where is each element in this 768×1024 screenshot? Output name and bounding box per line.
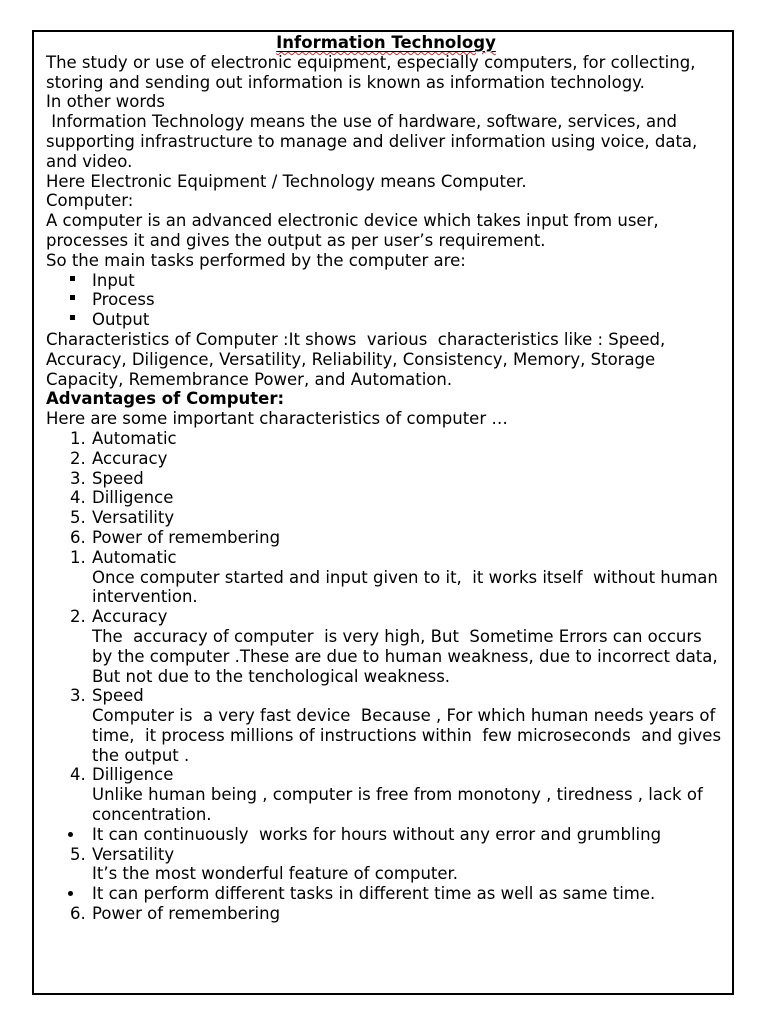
square-bullet-icon	[70, 271, 92, 291]
detail-heading: 5. Versatility	[70, 844, 175, 864]
detail-text: Computer is a very fast device Because , For which human needs years of time, it process millions of instructions within few microseconds and gives the output .	[92, 706, 727, 765]
it-definition: Information Technology means the use of hardware, software, services, and supporting infrastructure to manage and deliver information using voice, data, and video.	[46, 112, 703, 171]
detail-heading: 2. Accuracy	[70, 607, 168, 627]
task-item: Input	[46, 271, 726, 291]
electronic-equipment-line: Here Electronic Equipment / Technology means Computer.	[46, 171, 527, 191]
in-other-words: In other words	[46, 92, 165, 112]
intro-paragraph: The study or use of electronic equipment, especially computers, for collecting, storing and sending out information is known as information technology.	[46, 52, 696, 92]
advantage-item: 3. Speed	[70, 468, 144, 488]
advantage-item: 5. Versatility	[70, 508, 175, 528]
advantage-item: 4. Dilligence	[70, 488, 174, 508]
detail-text: It’s the most wonderful feature of computer.	[92, 864, 459, 884]
advantage-item: 2. Accuracy	[70, 448, 168, 468]
detail-text: Unlike human being , computer is free from monotony , tiredness , lack of concentration.	[92, 785, 709, 825]
square-bullet-icon	[70, 290, 92, 310]
document-title: Information Technology	[276, 33, 496, 52]
advantage-item: 6. Power of remembering	[70, 527, 281, 547]
round-bullet-icon	[68, 825, 90, 845]
task-item: Output	[46, 310, 726, 330]
detail-heading: 1. Automatic	[70, 547, 177, 567]
advantages-heading: Advantages of Computer:	[46, 389, 285, 409]
task-item: Process	[46, 290, 726, 310]
detail-text: Once computer started and input given to it, it works itself without human intervention.	[92, 567, 724, 607]
square-bullet-icon	[70, 310, 92, 330]
detail-text: The accuracy of computer is very high, But Sometime Errors can occurs by the computer .These are due to human weakness, due to incorrect data, But not due to the tenchological weakness.	[92, 626, 723, 686]
tasks-intro: So the main tasks performed by the computer are:	[46, 250, 466, 270]
characteristics-paragraph: Characteristics of Computer :It shows various characteristics like : Speed, Accuracy, Diligence, Versatility, Reliability, Consistency, Memory, Storage Capacity, Remembrance Power, and Automation.	[46, 329, 671, 389]
computer-heading: Computer:	[46, 191, 134, 211]
detail-bullet: It can continuously works for hours without any error and grumbling	[46, 825, 726, 845]
advantage-item: 1. Automatic	[70, 428, 177, 448]
document-body	[46, 33, 726, 924]
detail-bullet: It can perform different tasks in different time as well as same time.	[46, 884, 726, 904]
round-bullet-icon	[68, 884, 90, 904]
detail-heading: 4. Dilligence	[70, 765, 174, 785]
detail-heading: 3. Speed	[70, 686, 144, 706]
detail-heading: 6. Power of remembering	[70, 904, 281, 924]
advantages-intro: Here are some important characteristics of computer …	[46, 409, 508, 429]
computer-definition: A computer is an advanced electronic device which takes input from user, processes it and gives the output as per user’s requirement.	[46, 211, 659, 250]
